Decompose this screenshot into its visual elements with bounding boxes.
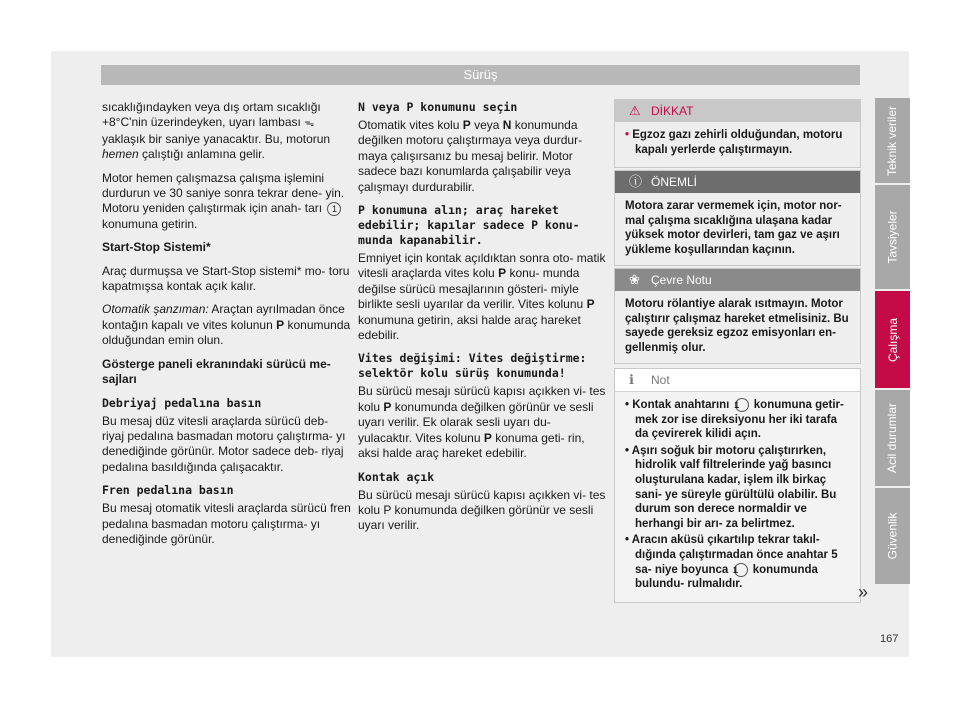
column-left: [102, 100, 352, 555]
text: Bu sürücü mesajı sürücü kapısı açıkken vi- tes kolu: [358, 384, 606, 414]
sidenav-tab-label: Çalışma: [885, 317, 900, 362]
text: konuma geti- rin, aksi halde araç hareket edebilir.: [358, 430, 585, 461]
paragraph: Bu mesaj otomatik vitesli araçlarda sürücü fren pedalına basmadan motoru çalıştırma- yı denediğinde görünür.: [102, 501, 351, 546]
text: konumuna getirin, aksi halde araç hareket edebilir.: [358, 312, 581, 343]
position-marker: 1: [327, 202, 341, 216]
note-box: ℹ Not • Kontak anahtarını 1 konumuna getir- mek zor ise direksiyonu her iki tarafa da çevirerek kilidi açın. • Aşırı soğuk bir motoru çalıştırırken, hidrolik valf filtrelerinde yağ basıncı oluşturulana kadar, işlem ilk birkaç sani- ye süreyle gürültülü olabilir. Bu durum son derece normaldir ve herhangi bir arı- za belirtmez. • Aracın aküsü çıkartılıp tekrar takıl- dığında çalıştırmadan önce anahtar 5 sa- niye boyunca 1 konumunda bulundu- rulmalıdır.: [614, 368, 861, 603]
text-bold: P: [383, 399, 392, 414]
box-title: DİKKAT: [651, 104, 694, 118]
important-box: [614, 170, 861, 266]
text-bold: P: [462, 118, 471, 132]
warning-box: [614, 99, 861, 168]
position-marker: 1: [735, 398, 749, 412]
box-text: Motora zarar vermemek için, motor nor- mal çalışma sıcaklığına ulaşana kadar yüksek motor devirleri, tam gaz ve aşırı yükleme koşullarından kaçının.: [625, 200, 842, 256]
paragraph: Bu mesaj düz vitesli araçlarda sürücü deb- riyaj pedalına basmadan motoru çalıştırma- yı denediğinde görünür. Motor sadece deb- riyaj pedalına basıldığında çalışacaktır.: [102, 413, 346, 474]
page-header: Sürüş: [101, 65, 860, 85]
sidenav-tab[interactable]: [875, 291, 910, 388]
text: konumunda değilken görünür ve sesli uyarı verilir. Ek olarak sesli uyarı du- yulacaktır. Vites kolunu: [358, 399, 594, 445]
sidenav-tab[interactable]: [875, 390, 910, 486]
message-title: Fren pedalına basın: [102, 483, 234, 498]
text: yaklaşık bir saniye yanacaktır. Bu, motorun: [102, 131, 331, 146]
text: konumunda değilken motoru çalıştırmaya veya durdur- maya çalışırsanız bu mesaj belirir. Motor sadece bazı konumlarda çalışabilir veya çalışmayı durdurabilir.: [358, 118, 583, 194]
box-text: Egzoz gazı zehirli olduğundan, motoru kapalı yerlerde çalıştırmayın.: [632, 129, 843, 156]
environment-note-box: [614, 268, 861, 364]
paragraph: Araç durmuşsa ve Start-Stop sistemi* mo- toru kapatmışsa kontak açık kalır.: [102, 263, 350, 294]
text: Motor hemen çalışmazsa çalışma işlemini durdurun ve 30 saniye sonra tekrar dene- yin. Motoru yeniden çalıştırmak için anah- tarı: [102, 170, 345, 216]
text: sıcaklığındayken veya dış ortam sıcaklığı +8°C'nin üzerindeyken, uyarı lambası: [102, 100, 321, 130]
text-bold: P: [586, 297, 595, 312]
continue-arrow: »: [858, 582, 869, 602]
text-emphasis: hemen: [102, 147, 139, 162]
sidenav-tab[interactable]: [875, 98, 910, 183]
box-text: Kontak anahtarını: [632, 399, 730, 412]
text-bold: P: [276, 317, 285, 332]
text: veya: [474, 118, 500, 132]
important-icon: ⓘ: [629, 174, 643, 189]
message-title: Debriyaj pedalına basın: [102, 395, 262, 410]
text-bold: P: [483, 430, 492, 445]
preheat-lamp-icon: ᯓ: [304, 118, 315, 130]
box-text: Aracın aküsü çıkartılıp tekrar takıl- dığında çalıştırmadan önce anahtar 5 sa- niye boyunca: [631, 534, 838, 576]
sidenav-tab-label: Acil durumlar: [885, 402, 900, 474]
environment-icon: ❀: [629, 272, 640, 287]
box-title: ÖNEMLİ: [651, 175, 698, 189]
heading-start-stop: Start-Stop Sistemi*: [102, 240, 211, 255]
sidenav-tab[interactable]: [875, 185, 910, 289]
message-title: Kontak açık: [358, 469, 435, 484]
text: Otomatik vites kolu: [358, 118, 460, 132]
sidenav-tab[interactable]: [875, 488, 910, 584]
box-text: Motoru rölantiye alarak ısıtmayın. Motor çalıştırır çalışmaz hareket etmelisiniz. Bu sayede gereksiz egzoz emisyonları en- gellenmiş olur.: [625, 298, 849, 354]
column-middle: [358, 100, 606, 542]
bullet-icon: •: [625, 129, 630, 141]
text-bold: P: [498, 266, 507, 281]
sidenav-tab-label: Tavsiyeler: [885, 210, 900, 264]
message-title: P konumuna alın; araç hareket edebilir; kapılar sadece P konu- munda kapanabilir.: [358, 203, 580, 248]
box-text: konumuna getir- mek zor ise direksiyonu her iki tarafa da çevirerek kilidi açın.: [635, 399, 844, 441]
text: konumuna getirin.: [102, 216, 198, 231]
text: konu- munda değilse sürücü mesajlarının gösteri- miyle birlikte sesli uyarılar da verilir. Vites kolunu: [358, 266, 584, 312]
heading-driver-messages: Gösterge paneli ekranındaki sürücü me- sajları: [102, 356, 331, 387]
box-text: konumunda bulundu- rulmalıdır.: [635, 563, 818, 591]
paragraph: Bu sürücü mesajı sürücü kapısı açıkken vi- tes kolu P konumunda değilken görünür ve sesli uyarı verilir.: [358, 487, 606, 533]
sidenav-tab-label: Teknik veriler: [885, 105, 900, 176]
text: çalıştığı anlamına gelir.: [142, 147, 265, 162]
info-icon: ℹ: [629, 372, 634, 387]
text-emphasis: Otomatik şanzıman:: [102, 302, 209, 317]
message-title: N veya P konumunu seçin: [358, 100, 518, 114]
page-number: 167: [880, 633, 899, 645]
text: konumunda olduğundan emin olun.: [102, 317, 351, 348]
sidenav-tab-label: Güvenlik: [885, 512, 900, 560]
box-title: Çevre Notu: [651, 273, 712, 287]
text: Araçtan ayrılmadan önce kontağın kapalı ve vites kolunun: [102, 302, 345, 332]
warning-icon: ⚠: [629, 103, 641, 118]
box-text: Aşırı soğuk bir motoru çalıştırırken, hidrolik valf filtrelerinde yağ basıncı oluşturulana kadar, işlem ilk birkaç sani- ye süreyle gürültülü olabilir. Bu durum son derece normaldir ve herhangi bir arı- za belirtmez.: [631, 444, 837, 530]
box-title: Not: [651, 373, 670, 387]
message-title: Vites değişimi: Vites değiştirme: selektör kolu sürüş konumunda!: [358, 351, 587, 381]
text: Emniyet için kontak açıldıktan sonra oto- matik vitesli araçlarda vites kolu: [358, 251, 606, 281]
text-bold: N: [502, 118, 512, 132]
position-marker: 1: [734, 563, 748, 577]
